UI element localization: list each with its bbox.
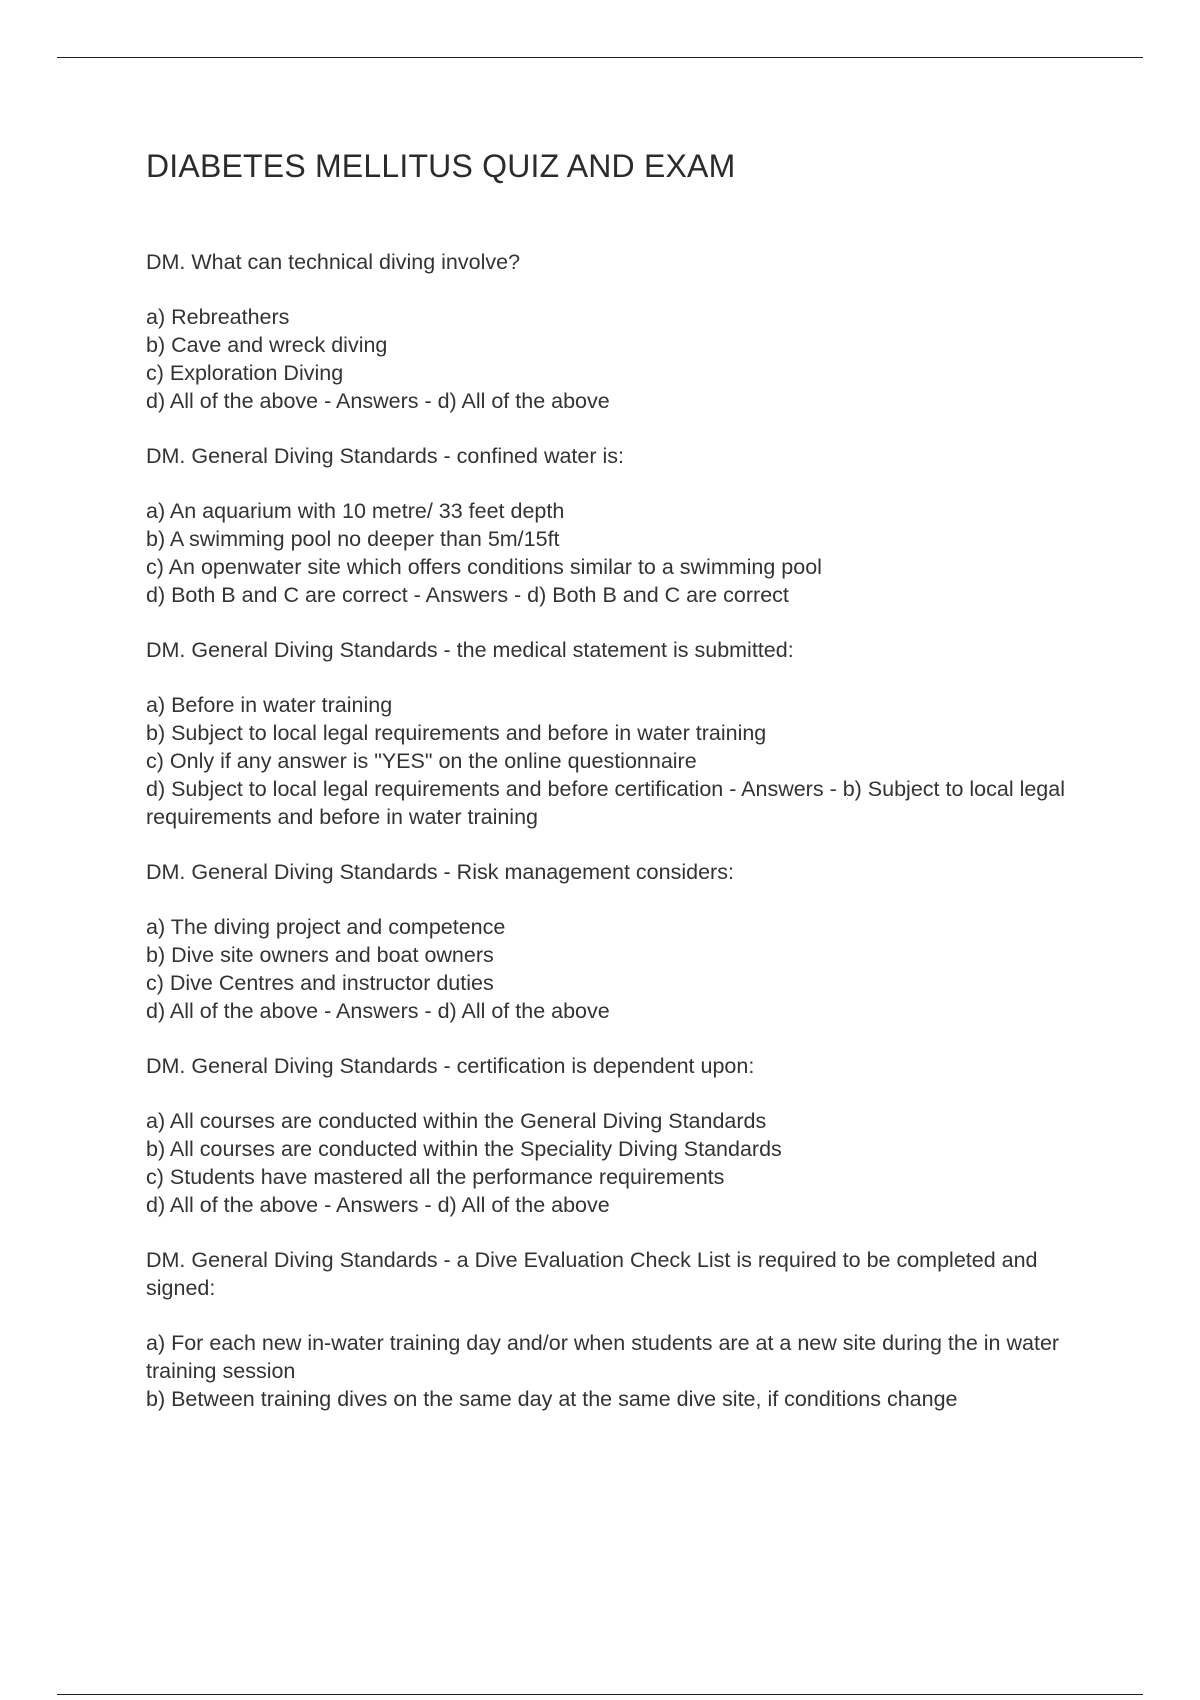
answer-option: a) The diving project and competence	[146, 915, 506, 939]
question-text: DM. General Diving Standards - certification is dependent upon:	[146, 1054, 755, 1078]
answer-option: a) Before in water training	[146, 693, 393, 717]
question-list	[146, 248, 1086, 1413]
answer-option: a) For each new in-water training day and/or when students are at a new site during the in water training session	[146, 1331, 1060, 1383]
question-text: DM. General Diving Standards - a Dive Evaluation Check List is required to be completed and signed:	[146, 1248, 1038, 1300]
answer-option: d) All of the above - Answers - d) All of the above	[146, 1193, 610, 1217]
document-title: DIABETES MELLITUS QUIZ AND EXAM	[146, 148, 736, 184]
question-block	[146, 1052, 1086, 1219]
answer-options	[146, 497, 1086, 609]
header-rule	[57, 57, 1143, 58]
answer-options	[146, 1329, 1086, 1413]
answer-option: b) All courses are conducted within the Speciality Diving Standards	[146, 1137, 782, 1161]
answer-option: b) Subject to local legal requirements and before in water training	[146, 721, 767, 745]
answer-option: a) All courses are conducted within the General Diving Standards	[146, 1109, 767, 1133]
answer-option: c) An openwater site which offers conditions similar to a swimming pool	[146, 555, 822, 579]
answer-option: d) All of the above - Answers - d) All of the above	[146, 389, 610, 413]
question-text: DM. General Diving Standards - Risk management considers:	[146, 860, 734, 884]
answer-option: b) Between training dives on the same day at the same dive site, if conditions change	[146, 1387, 958, 1411]
answer-option: a) Rebreathers	[146, 305, 290, 329]
answer-options	[146, 303, 1086, 415]
answer-option: d) Both B and C are correct - Answers - d) Both B and C are correct	[146, 583, 789, 607]
answer-options	[146, 1107, 1086, 1219]
question-text: DM. General Diving Standards - confined water is:	[146, 444, 624, 468]
answer-option: c) Students have mastered all the performance requirements	[146, 1165, 725, 1189]
answer-option: b) A swimming pool no deeper than 5m/15ft	[146, 527, 560, 551]
question-block	[146, 636, 1086, 831]
question-text: DM. What can technical diving involve?	[146, 250, 521, 274]
answer-option: d) Subject to local legal requirements and before certification - Answers - b) Subject to local legal requirements and before in water training	[146, 777, 1065, 829]
question-block	[146, 442, 1086, 609]
footer-rule	[57, 1694, 1143, 1695]
answer-option: c) Only if any answer is "YES" on the online questionnaire	[146, 749, 697, 773]
answer-options	[146, 691, 1086, 831]
question-text: DM. General Diving Standards - the medical statement is submitted:	[146, 638, 794, 662]
answer-option: c) Dive Centres and instructor duties	[146, 971, 494, 995]
question-block	[146, 858, 1086, 1025]
answer-option: b) Cave and wreck diving	[146, 333, 388, 357]
answer-options	[146, 913, 1086, 1025]
question-block	[146, 248, 1086, 415]
answer-option: b) Dive site owners and boat owners	[146, 943, 494, 967]
answer-option: d) All of the above - Answers - d) All of the above	[146, 999, 610, 1023]
answer-option: a) An aquarium with 10 metre/ 33 feet depth	[146, 499, 565, 523]
answer-option: c) Exploration Diving	[146, 361, 344, 385]
question-block	[146, 1246, 1086, 1413]
document-body	[146, 144, 1086, 1440]
